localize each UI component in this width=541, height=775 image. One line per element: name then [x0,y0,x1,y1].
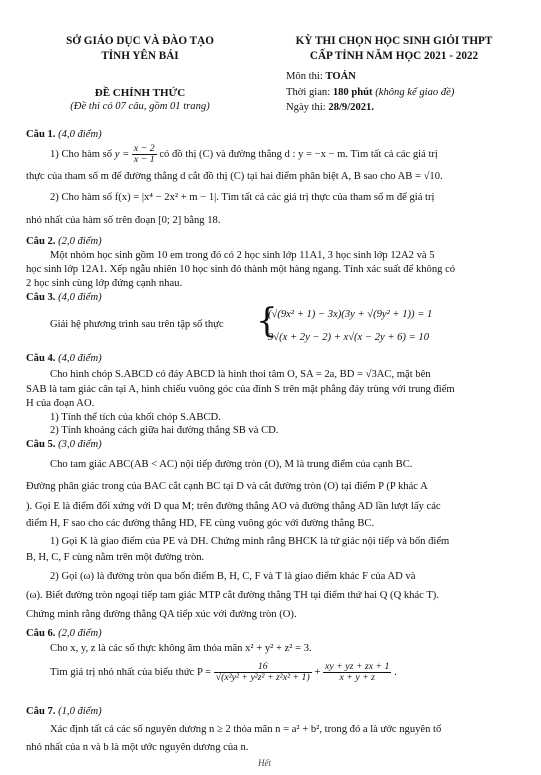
q6-points: (2,0 điểm) [58,628,102,639]
q4-sub1: 1) Tính thể tích của khối chóp S.ABCD. [50,412,221,423]
time-label: Thời gian: [286,87,331,98]
department-name: SỞ GIÁO DỤC VÀ ĐÀO TẠO [66,35,214,47]
q1-part2-line2: nhỏ nhất của hàm số trên đoạn [0; 2] bằng 18. [26,215,221,226]
q5-line9: Chứng minh rằng đường thẳng QA tiếp xúc với đường tròn (O). [26,609,297,620]
exam-year: CẤP TỈNH NĂM HỌC 2021 - 2022 [309,50,479,62]
time-value: 180 phút [332,87,373,98]
q5-line6: B, H, C, F cùng nằm trên một đường tròn. [26,552,205,563]
subject-line [286,70,356,84]
q2-points: (2,0 điểm) [58,236,102,247]
q4-line1: Cho hình chóp S.ABCD có đáy ABCD là hình thoi tâm O, SA = 2a, BD = √3AC, mặt bên [50,369,431,380]
q5-line5: 1) Gọi K là giao điểm của PE và DH. Chứng minh rằng BHCK là tứ giác nội tiếp và bốn điểm [50,536,450,547]
exam-title: KỲ THI CHỌN HỌC SINH GIỎI THPT [295,35,493,47]
q4-points: (4,0 điểm) [58,353,102,364]
q2-heading: Câu 2. (2,0 điểm) [26,236,102,247]
date-value: 28/9/2021. [328,102,375,113]
q5-heading: Câu 5. (3,0 điểm) [26,439,102,450]
q5-line7: 2) Gọi (ω) là đường tròn qua bốn điểm B, H, C, F và T là giao điểm khác F của AD và [50,571,416,582]
q3-heading: Câu 3. (4,0 điểm) [26,292,102,303]
q3-points: (4,0 điểm) [58,292,102,303]
end-mark: Hết [258,758,271,768]
q5-line3: ). Gọi E là điểm đối xứng với D qua M; trên đường thẳng AO và đường thẳng AD lần lượt lấy các [26,501,441,512]
date-line [286,101,374,115]
q6-fraction1: $\frac{16}{\text{√(x²y² + y²z² + z²x² + 1)}}$ [215,661,310,684]
q5-line8: (ω). Biết đường tròn ngoại tiếp tam giác MTP cắt đường thẳng TH tại điểm thứ hai Q (Q khác T). [26,590,439,601]
official-note: (Đề thi có 07 câu, gồm 01 trang) [70,101,210,112]
q3-equation2: 3√(x + 2y − 2) + x√(x − 2y + 6) = 10 [268,332,430,343]
q1-part1-line2: thực của tham số m để đường thẳng d cắt đồ thị (C) tại hai điểm phân biệt A, B sao cho AB = √10. [26,171,443,182]
official-title: ĐỀ CHÍNH THỨC [94,87,186,99]
province-name: TỈNH YÊN BÁI [101,50,179,62]
q1-part2-line1: 2) Cho hàm số f(x) = |x⁴ − 2x² + m − 1|. Tìm tất cả các giá trị thực của tham số m để giá trị [50,192,435,203]
q4-line3: H của đoạn AO. [26,398,95,409]
q2-line3: 2 học sinh cùng lớp đứng cạnh nhau. [26,278,183,289]
q7-line1: Xác định tất cả các số nguyên dương n ≥ 2 thỏa mãn n = a² + b², trong đó a là ước nguyên tố [50,724,442,735]
q5-line4: điểm H, F sao cho các đường thẳng HD, FE cùng vuông góc với đường thẳng BC. [26,518,375,529]
q5-points: (3,0 điểm) [58,439,102,450]
q7-points: (1,0 điểm) [58,706,102,717]
q5-line2: Đường phân giác trong của BAC cắt cạnh BC tại D và cắt đường tròn (O) tại điểm P (P khác A [26,481,428,492]
q1-fraction: $\frac{x - 2}{x - 1}$ [133,143,155,166]
q7-line2: nhỏ nhất của n và b là một ước nguyên dương của n. [26,742,249,753]
subject-label: Môn thi: [286,71,323,82]
q6-heading: Câu 6. (2,0 điểm) [26,628,102,639]
q6-fraction2: $\frac{xy + yz + zx + 1}{x + y + z}$ [325,661,390,684]
q6-line1: Cho x, y, z là các số thực không âm thỏa mãn x² + y² + z² = 3. [50,643,312,654]
system-brace: { [256,301,278,341]
q2-line1: Một nhóm học sinh gồm 10 em trong đó có 2 học sinh lớp 11A1, 3 học sinh lớp 12A2 và 5 [50,250,435,261]
q3-equation1: (√(9x² + 1) − 3x)(3y + √(9y² + 1)) = 1 [268,309,433,320]
q2-line2: học sinh lớp 12A1. Xếp ngẫu nhiên 10 học sinh đó thành một hàng ngang. Tính xác suất để không có [26,264,456,275]
q5-line1: Cho tam giác ABC(AB < AC) nội tiếp đường tròn (O), M là trung điểm của cạnh BC. [50,459,413,470]
time-note: (không kể giao đề) [375,87,455,98]
time-line [286,86,454,100]
q7-heading: Câu 7. (1,0 điểm) [26,706,102,717]
q6-line2: Tìm giá trị nhỏ nhất của biểu thức P = $\frac{16}{\text{√(x²y² + y²z² + z²x² + 1)}}$ + $\frac{xy + yz + zx + 1}{x + y + z}$ . [50,661,397,684]
q1-points: (4,0 điểm) [58,129,102,140]
q1-heading: Câu 1. (4,0 điểm) [26,129,102,140]
q4-sub2: 2) Tính khoảng cách giữa hai đường thẳng SB và CD. [50,425,279,436]
subject-value: TOÁN [325,71,356,82]
q4-line2: SAB là tam giác cân tại A, hình chiếu vuông góc của đỉnh S trên mặt phẳng đáy trùng với trung điểm [26,384,455,395]
q3-text: Giải hệ phương trình sau trên tập số thực [50,319,224,330]
q4-heading: Câu 4. (4,0 điểm) [26,353,102,364]
q1-part1-line1: 1) Cho hàm số y = $\frac{x - 2}{x - 1}$ có đồ thị (C) và đường thẳng d : y = −x − m. Tìm tất cả các giá trị [50,143,438,166]
date-label: Ngày thi: [286,102,326,113]
